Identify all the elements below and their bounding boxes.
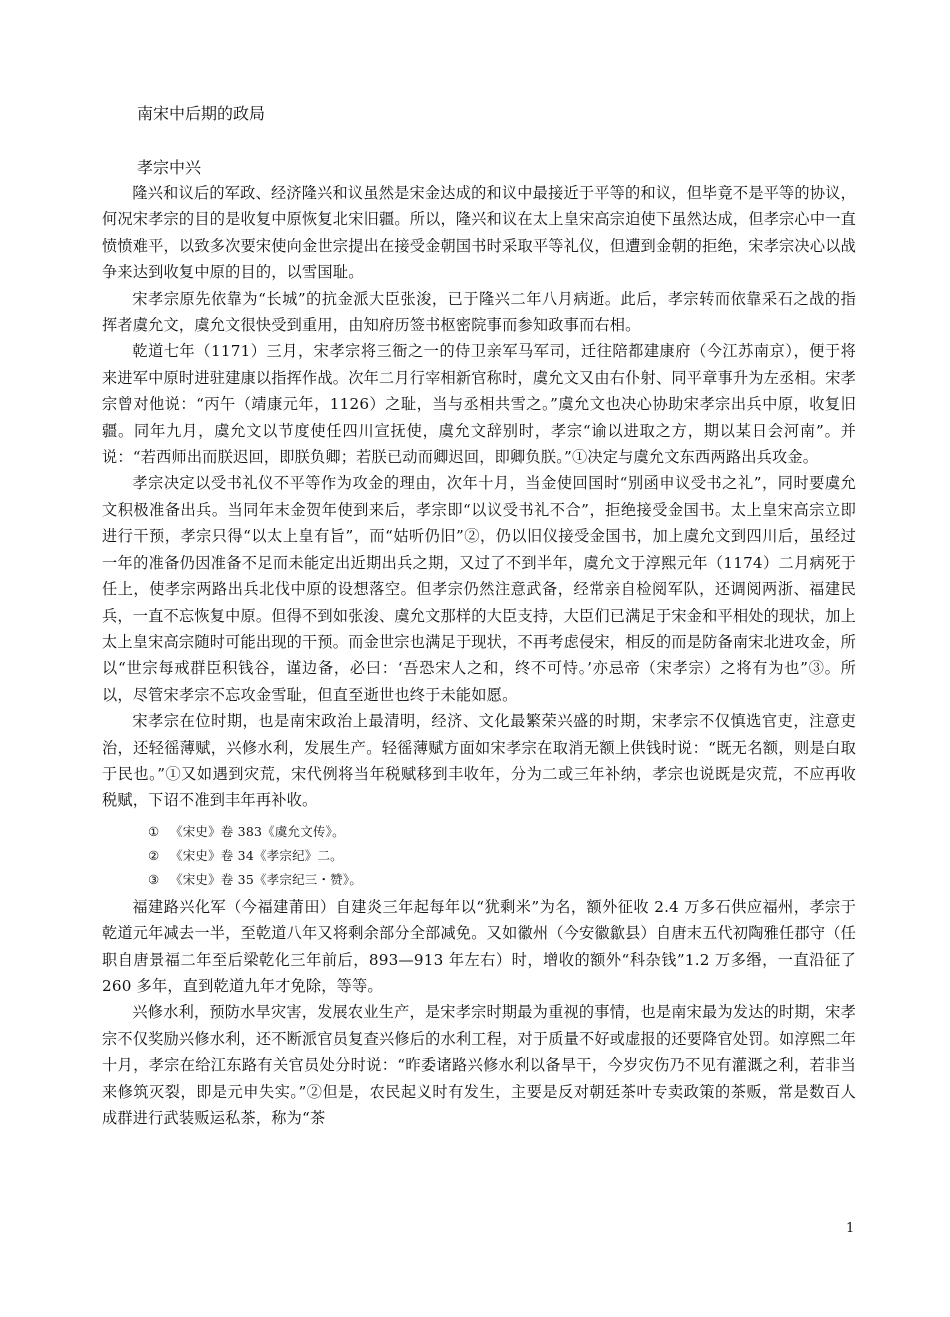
page-number: 1: [846, 1221, 855, 1236]
footnote: [102, 820, 856, 844]
document-body: [102, 180, 856, 1131]
footnote: [102, 868, 856, 892]
footnote: [102, 844, 856, 868]
paragraph: 兴修水利，预防水旱灾害，发展农业生产，是宋孝宗时期最为重视的事情，也是南宋最为发达的时期，宋孝宗不仅奖励兴修水利，还不断派官员复查兴修后的水利工程，对于质量不好或虚报的还要降官处罚。如淳熙二年十月，孝宗在给江东路有关官员处分时说：“昨委诸路兴修水利以备旱干，今岁灾伤乃不见有灌溉之利，若非当来修筑灭裂，即是元申失实。”②但是，农民起义时有发生，主要是反对朝廷茶叶专卖政策的茶贩，常是数百人成群进行武装贩运私茶，称为“茶: [102, 1003, 856, 1127]
footnote-mark: ②: [148, 847, 160, 863]
footnote-mark: ①: [148, 823, 160, 839]
paragraph: 宋孝宗原先依靠为“长城”的抗金派大臣张浚，已于隆兴二年八月病逝。此后，孝宗转而依靠采石之战的指挥者虞允文，虞允文很快受到重用，由知府历签书枢密院事而参知政事而右相。: [102, 289, 856, 335]
paragraph: 宋孝宗在位时期，也是南宋政治上最清明，经济、文化最繁荣兴盛的时期，宋孝宗不仅慎选官吏，注意吏治，还轻徭薄赋，兴修水利，发展生产。轻徭薄赋方面如宋孝宗在取消无额上供钱时说：“既无名额，则是白取于民也。”①又如遇到灾荒，宋代例将当年税赋移到丰收年，分为二或三年补纳，孝宗也说既是灾荒，不应再收税赋，下诏不准到丰年再补收。: [102, 712, 856, 810]
footnote-list: [102, 820, 856, 892]
section-heading: 孝宗中兴: [137, 158, 202, 177]
paragraph: 孝宗决定以受书礼仪不平等作为攻金的理由，次年十月，当金使回国时“别函申议受书之礼”，同时要虞允文积极准备出兵。当同年末金贺年使到来后，孝宗即“以议受书礼不合”，拒绝接受金国书。太上皇宋高宗立即进行干预，孝宗只得“以太上皇有旨”，而“姑听仍旧”②，仍以旧仪接受金国书，加上虞允文到四川后，虽经过一年的准备仍因准备不足而未能定出近期出兵之期，又过了不到半年，虞允文于淳熙元年（1174）二月病死于任上，使孝宗两路出兵北伐中原的设想落空。但孝宗仍然注意武备，经常亲自检阅军队，还调阅两浙、福建民兵，一直不忘恢复中原。但得不到如张浚、虞允文那样的大臣支持，大臣们已满足于宋金和平相处的现状，加上太上皇宋高宗随时可能出现的干预。而金世宗也满足于现状，不再考虑侵宋，相反的而是防备南宋北进攻金，所以“世宗每戒群臣积钱谷，谨边备，必曰：‘吾恐宋人之和，终不可恃。’亦忌帝（宋孝宗）之将有为也”③。所以，尽管宋孝宗不忘攻金雪耻，但直至逝世也终于未能如愿。: [102, 474, 856, 704]
paragraph: 福建路兴化军（今福建莆田）自建炎三年起每年以“犹剩米”为名，额外征收 2.4 万多石供应福州，孝宗于乾道元年减去一半，至乾道八年又将剩余部分全部减免。又如徽州（今安徽歙县）自唐末五代初陶雅任郡守（任职自唐景福二年至后梁乾化三年前后，893—913 年左右）时，增收的额外“科杂钱”1.2 万多缗，一直沿征了 260 多年，直到乾道九年才免除，等等。: [102, 897, 856, 995]
footnote-text: 《宋史》卷 34《孝宗纪》二。: [170, 847, 343, 863]
footnote-mark: ③: [148, 871, 160, 887]
document-title: 南宋中后期的政局: [137, 104, 266, 123]
paragraph: 乾道七年（1171）三月，宋孝宗将三衙之一的侍卫亲军马军司，迁往陪都建康府（今江苏南京），便于将来进军中原时进驻建康以指挥作战。次年二月行宰相新官称时，虞允文又由右仆射、同平章事升为左丞相。宋孝宗曾对他说：“丙午（靖康元年，1126）之耻，当与丞相共雪之。”虞允文也决心协助宋孝宗出兵中原，收复旧疆。同年九月，虞允文以节度使任四川宣抚使，虞允文辞别时，孝宗“谕以进取之方，期以某日会河南”。并说：“若西师出而朕迟回，即朕负卿；若朕已动而卿迟回，即卿负朕。”①决定与虞允文东西两路出兵攻金。: [102, 342, 856, 467]
footnote-text: 《宋史》卷 35《孝宗纪三・赞》。: [170, 871, 363, 887]
paragraph: 隆兴和议后的军政、经济隆兴和议虽然是宋金达成的和议中最接近于平等的和议，但毕竟不是平等的协议，何况宋孝宗的目的是收复中原恢复北宋旧疆。所以，隆兴和议在太上皇宋高宗迫使下虽然达成，但孝宗心中一直愤愤难平，以致多次要宋使向金世宗提出在接受金朝国书时采取平等礼仪，但遭到金朝的拒绝，宋孝宗决心以战争来达到收复中原的目的，以雪国耻。: [102, 184, 856, 282]
footnote-text: 《宋史》卷 383《虞允文传》。: [170, 823, 345, 839]
